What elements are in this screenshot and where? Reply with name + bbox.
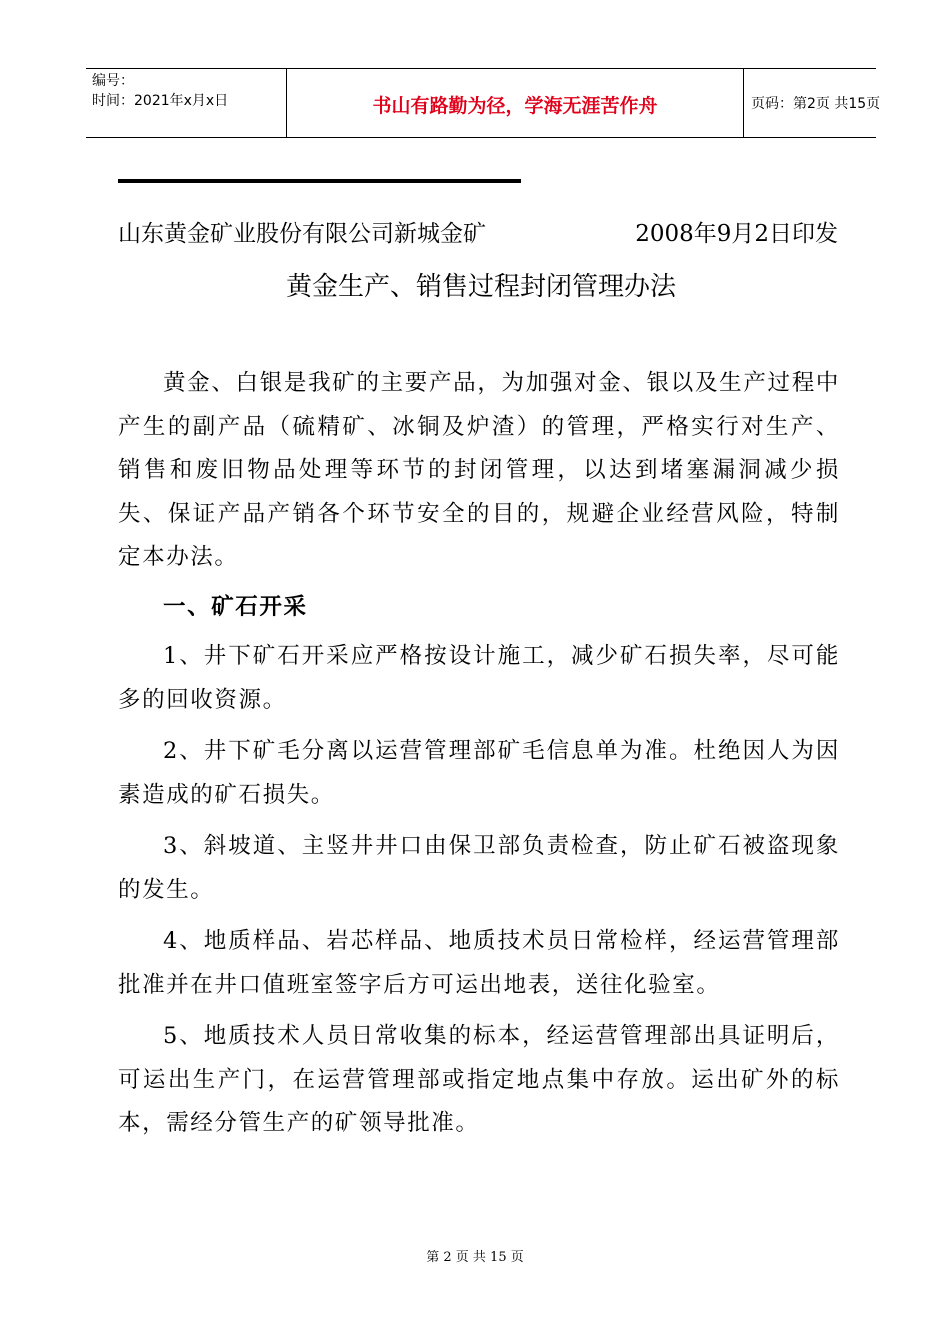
section-heading: 一、矿石开采 — [163, 593, 308, 620]
document-body — [118, 362, 840, 1146]
issue-date: 2008年9月2日印发 — [635, 221, 838, 247]
header-page-cell — [743, 69, 881, 137]
section-item-1: 1、井下矿石开采应严格按设计施工，减少矿石损失率，尽可能多的回收资源。 — [118, 643, 840, 713]
header-motto-cell — [286, 69, 744, 137]
page-footer: 第 2 页 共 15 页 — [426, 1250, 524, 1265]
issuer-line — [118, 215, 838, 248]
section-item-2: 2、井下矿毛分离以运营管理部矿毛信息单为准。杜绝因人为因素造成的矿石损失。 — [118, 738, 840, 808]
document-time-label: 时间：2021年x月x日 — [92, 93, 229, 109]
section-item-3: 3、斜坡道、主竖井井口由保卫部负责检查，防止矿石被盗现象的发生。 — [118, 833, 840, 903]
issuer-organization: 山东黄金矿业股份有限公司新城金矿 — [118, 221, 486, 247]
document-number-label: 编号： — [92, 73, 134, 89]
header-motto: 书山有路勤为径，学海无涯苦作舟 — [372, 95, 658, 117]
header-page-number: 页码：第2页 共15页 — [751, 96, 881, 112]
document-header — [86, 68, 881, 138]
section-item-4: 4、地质样品、岩芯样品、地质技术员日常检样，经运营管理部批准并在井口值班室签字后方可运出地表，送往化验室。 — [118, 928, 840, 998]
section-item-5: 5、地质技术人员日常收集的标本，经运营管理部出具证明后，可运出生产门，在运营管理部或指定地点集中存放。运出矿外的标本，需经分管生产的矿领导批准。 — [118, 1023, 840, 1136]
heading-rule — [118, 179, 521, 183]
header-meta-cell — [86, 69, 286, 137]
document-title: 黄金生产、销售过程封闭管理办法 — [285, 272, 676, 302]
intro-paragraph: 黄金、白银是我矿的主要产品，为加强对金、银以及生产过程中产生的副产品（硫精矿、冰铜及炉渣）的管理，严格实行对生产、销售和废旧物品处理等环节的封闭管理，以达到堵塞漏洞减少损失、保证产品产销各个环节安全的目的，规避企业经营风险，特制定本办法。 — [118, 370, 840, 570]
